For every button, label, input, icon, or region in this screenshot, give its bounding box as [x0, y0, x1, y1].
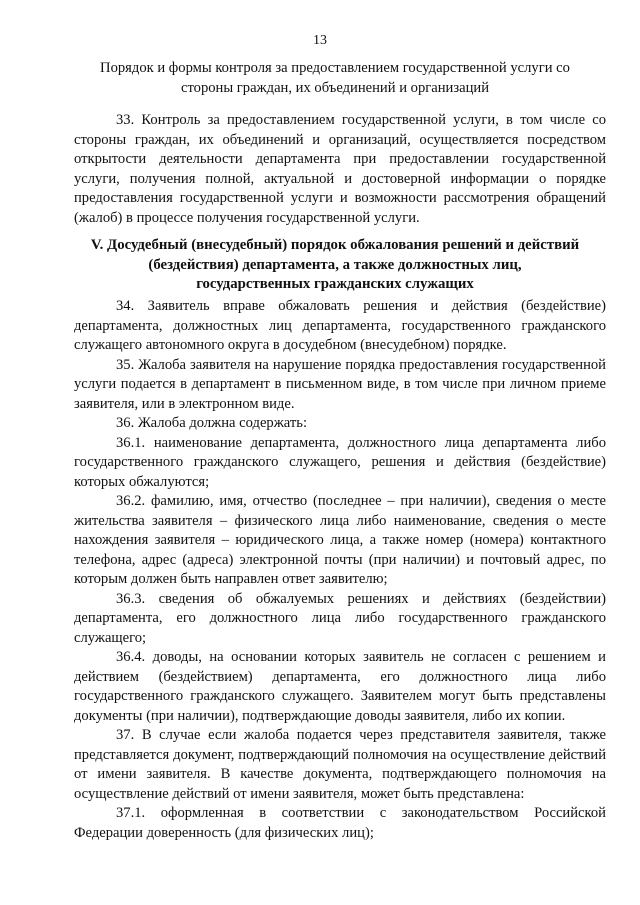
paragraph-36-2: 36.2. фамилию, имя, отчество (последнее – при наличии), сведения о месте жительства заявителя – физического лица либо наименование, сведения о месте нахождения заявителя – юридического лица, а также номер (номера) контактного телефона, адрес (адреса) электронной почты (при наличии) и почтовый адрес, по которым должен быть направлен ответ заявителю; — [74, 493, 606, 587]
paragraph-34: 34. Заявитель вправе обжаловать решения и действия (бездействие) департамента, должностных лиц департамента, государственного гражданского служащего автономного округа в досудебном (внесудебном) порядке. — [74, 298, 606, 353]
paragraph-36-3: 36.3. сведения об обжалуемых решениях и действиях (бездействии) департамента, его должностного лица либо государственного гражданского служащего; — [74, 590, 606, 646]
paragraph-37-1: 37.1. оформленная в соответствии с законодательством Российской Федерации доверенность (для физических лиц); — [74, 805, 606, 841]
paragraph-36-4: 36.4. доводы, на основании которых заявитель не согласен с решением и действием (бездействием) департамента, его должностного лица либо государственного гражданского служащего. Заявителем могут быть представлены документы (при наличии), подтверждающие доводы заявителя, либо их копии. — [74, 649, 606, 724]
paragraph-33: 33. Контроль за предоставлением государственной услуги, в том числе со стороны граждан, их объединений и организаций, осуществляется посредством открытости деятельности департамента при предоставлении государственной услуги, получения полной, актуальной и достоверной информации о порядке предоставления государственной услуги и возможности рассмотрения обращений (жалоб) в процессе получения государственной услуги. — [74, 112, 606, 226]
section-heading-control: Порядок и формы контроля за предоставлением государственной услуги со стороны граждан, их объединений и организаций — [100, 60, 570, 96]
control-paragraph-block — [74, 111, 606, 228]
paragraph-36-1: 36.1. наименование департамента, должностного лица департамента либо государственного гражданского служащего, решения и действия (бездействие) которых обжалуются; — [74, 434, 606, 490]
paragraph-36: 36. Жалоба должна содержать: — [116, 415, 307, 431]
appeal-paragraphs-block — [74, 297, 606, 843]
paragraph-35: 35. Жалоба заявителя на нарушение порядка предоставления государственной услуги подается в департамент в письменном виде, в том числе при личном приеме заявителя, или в электронном виде. — [74, 356, 606, 412]
paragraph-37: 37. В случае если жалоба подается через представителя заявителя, также представляется документ, подтверждающий полномочия на осуществление действий от имени заявителя. В качестве документа, подтверждающего полномочия на осуществление действий от имени заявителя, может быть представлена: — [74, 727, 606, 802]
page-number: 13 — [313, 33, 327, 48]
section-heading-appeal: V. Досудебный (внесудебный) порядок обжалования решений и действий (бездействия) департамента, а также должностных лиц, государственных гражданских служащих — [90, 237, 580, 292]
